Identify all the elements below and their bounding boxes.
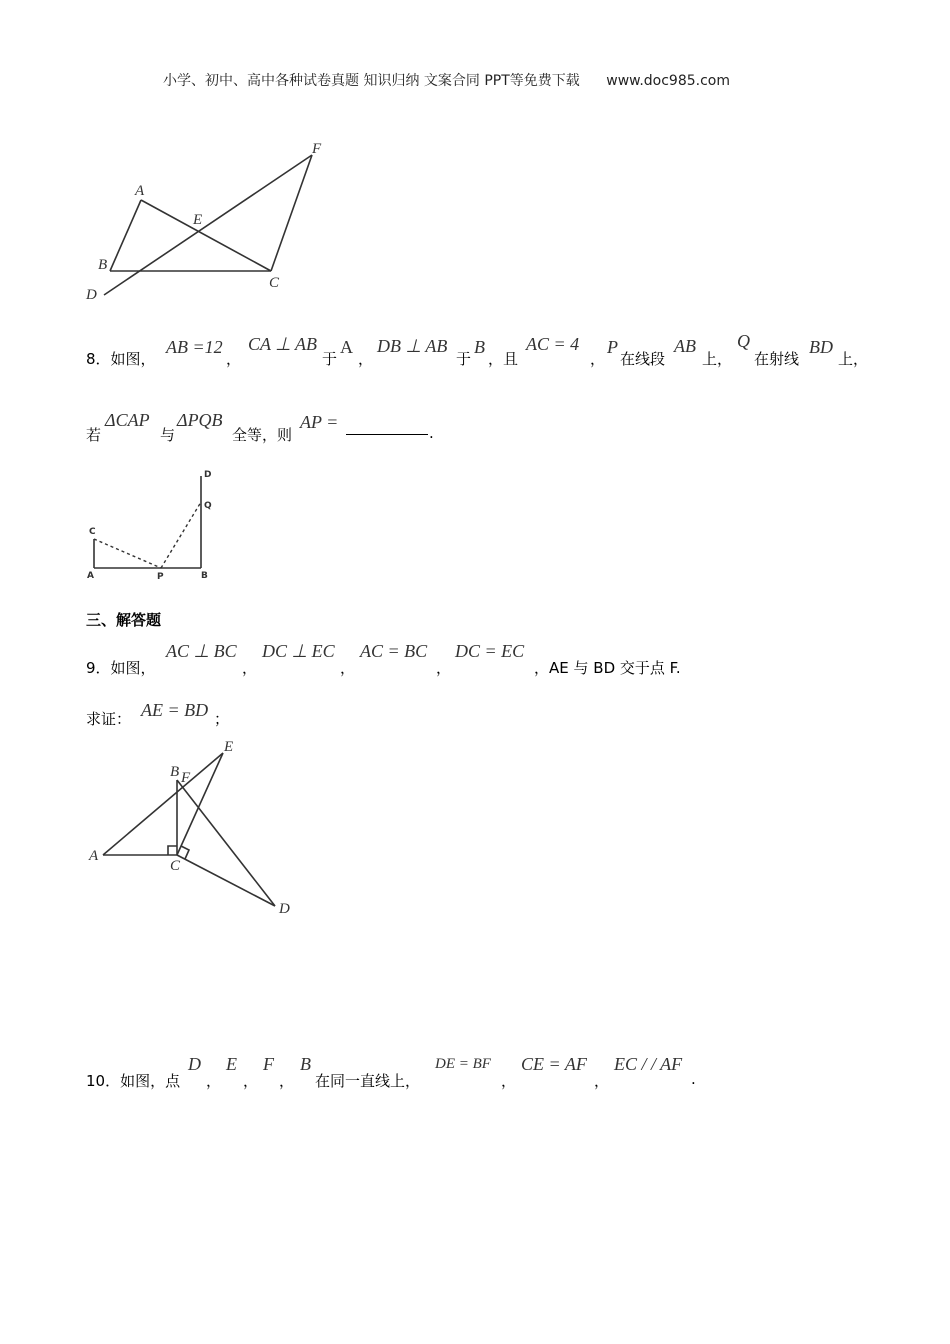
q9-comma: ， <box>436 659 452 677</box>
header-text: 小学、初中、高中各种试卷真题 知识归纳 文案合同 PPT等免费下载 <box>163 73 580 89</box>
q8-upon: 上， <box>838 350 869 368</box>
q8-ap: AP = <box>300 412 339 432</box>
question-9-prove <box>86 700 386 730</box>
dashed-cp <box>94 539 161 568</box>
label-d: D <box>86 287 97 303</box>
q9-dc-eq-ec: DC = EC <box>455 641 525 661</box>
label-c: C <box>170 858 181 874</box>
q8-ca-perp-ab: CA ⊥ AB <box>248 334 318 354</box>
label-c: C <box>89 527 96 537</box>
segment-cd <box>177 855 275 906</box>
label-b: B <box>170 764 180 780</box>
q8-on-ray: 在射线 <box>754 350 800 368</box>
figure-q8 <box>84 462 224 584</box>
segment-cf <box>271 155 312 271</box>
q8-point-p: P <box>607 337 618 357</box>
segment-bd <box>177 780 275 906</box>
segment-ac <box>141 200 271 271</box>
q8-period: . <box>429 424 434 442</box>
q8-number: 8．如图， <box>86 350 156 368</box>
q10-number: 10．如图，点 <box>86 1072 181 1090</box>
q9-number: 9．如图， <box>86 659 156 677</box>
q10-de-eq-bf: DE = BF <box>435 1056 491 1072</box>
label-f: F <box>181 770 191 786</box>
segment-ae <box>103 753 223 855</box>
q9-comma: ， <box>340 659 356 677</box>
q8-bd: BD <box>809 337 833 357</box>
q8-point-a: A <box>340 337 353 357</box>
label-q: Q <box>204 501 212 511</box>
label-a: A <box>135 183 145 199</box>
label-b: B <box>98 257 108 273</box>
q8-comma: ， <box>590 350 606 368</box>
right-angle-acb <box>168 846 177 855</box>
q10-comma: ， <box>279 1072 295 1090</box>
question-8-line1 <box>86 331 886 368</box>
q8-if: 若 <box>86 426 102 444</box>
q8-point-b: B <box>474 337 485 357</box>
q10-point-f: F <box>263 1054 274 1074</box>
label-e: E <box>193 212 203 228</box>
question-9-line1 <box>86 641 736 677</box>
q9-ae-eq-bd: AE = BD <box>141 700 209 720</box>
dashed-pq <box>161 502 201 568</box>
label-b: B <box>201 571 208 581</box>
label-d: D <box>279 901 290 917</box>
section-title: 三、解答题 <box>86 611 162 629</box>
figure-q9 <box>84 733 304 923</box>
question-10 <box>86 1054 726 1090</box>
q8-ab: AB <box>674 336 696 356</box>
label-d: D <box>204 470 212 480</box>
label-f: F <box>312 141 322 157</box>
q10-ec-parallel-af: EC / / AF <box>614 1054 683 1074</box>
segment-ce <box>177 753 223 855</box>
q8-yu: 于 <box>456 350 472 368</box>
page-header <box>163 70 730 90</box>
q10-ce-eq-af: CE = AF <box>521 1054 587 1074</box>
label-e: E <box>224 739 234 755</box>
q9-tail: ，AE 与 BD 交于点 F. <box>534 659 681 677</box>
header-url: www.doc985.com <box>606 73 730 89</box>
q8-db-perp-ab: DB ⊥ AB <box>377 336 448 356</box>
q8-upon: 上， <box>702 350 733 368</box>
q9-semicolon: ； <box>214 710 230 728</box>
label-a: A <box>89 848 99 864</box>
q10-same-line: 在同一直线上， <box>315 1072 421 1090</box>
q10-comma: ， <box>501 1072 517 1090</box>
q10-comma: ， <box>594 1072 610 1090</box>
q10-period: . <box>691 1070 696 1088</box>
q8-comma: ， <box>358 350 374 368</box>
label-p: P <box>157 572 164 582</box>
q9-comma: ， <box>242 659 258 677</box>
q10-point-d: D <box>188 1054 201 1074</box>
q8-and2: 与 <box>160 426 176 444</box>
q10-comma: ， <box>243 1072 259 1090</box>
label-c: C <box>269 275 280 291</box>
q8-ac-4: AC = 4 <box>526 334 580 354</box>
figure-q7 <box>80 135 340 305</box>
q8-triangle-cap: ΔCAP <box>105 410 150 430</box>
q8-on-segment: 在线段 <box>620 350 666 368</box>
question-8-line2 <box>86 410 586 444</box>
segment-df <box>104 155 312 295</box>
q9-prove-label: 求证： <box>86 710 132 728</box>
label-a: A <box>87 571 94 581</box>
q8-comma: ， <box>226 350 242 368</box>
q10-comma: ， <box>206 1072 222 1090</box>
q9-ac-perp-bc: AC ⊥ BC <box>166 641 237 661</box>
q10-point-b: B <box>300 1054 311 1074</box>
q8-answer-blank[interactable] <box>346 420 428 439</box>
segment-ab <box>110 200 141 271</box>
q8-congruent: 全等，则 <box>232 426 293 444</box>
q8-yu: 于 <box>322 350 338 368</box>
q9-dc-perp-ec: DC ⊥ EC <box>262 641 335 661</box>
q8-triangle-pqb: ΔPQB <box>177 410 223 430</box>
q9-ac-eq-bc: AC = BC <box>360 641 428 661</box>
q8-and: ，且 <box>488 350 519 368</box>
q8-point-q: Q <box>737 331 750 351</box>
q8-ab-12: AB =12 <box>166 337 223 357</box>
q10-point-e: E <box>226 1054 237 1074</box>
